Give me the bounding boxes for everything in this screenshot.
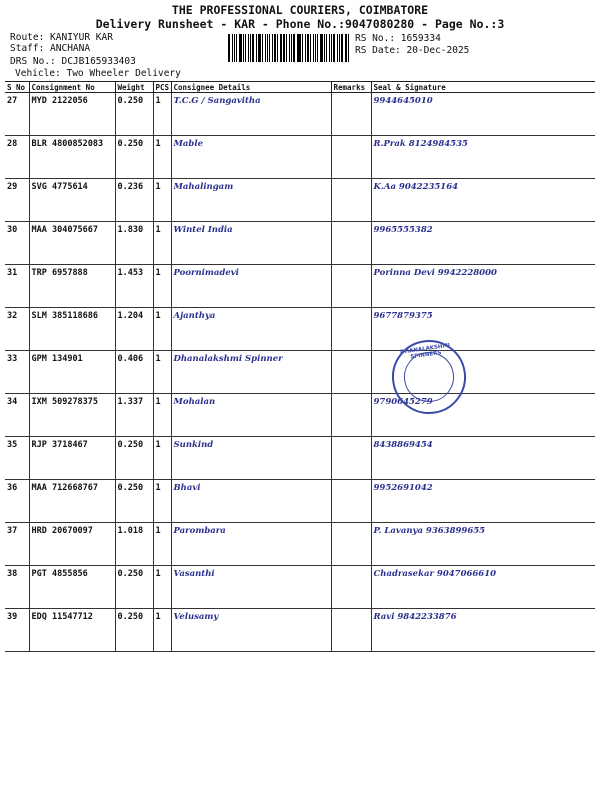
- table-row: [5, 351, 595, 394]
- row-consignment-no: PGT 4855856: [29, 566, 115, 609]
- barcode-bar: [331, 34, 332, 62]
- row-consignment-no: MAA 712668767: [29, 480, 115, 523]
- company-title: THE PROFESSIONAL COURIERS, COIMBATORE: [171, 3, 429, 17]
- row-consignee: T.C.G / Sangavitha: [171, 93, 331, 136]
- row-consignee: Poornimadevi: [171, 265, 331, 308]
- barcode-bar: [291, 34, 292, 62]
- row-remarks: [331, 265, 371, 308]
- barcode-bar: [272, 34, 273, 62]
- row-pcs: 1: [153, 308, 171, 351]
- row-remarks: [331, 308, 371, 351]
- table-header-row: [5, 82, 595, 93]
- drs-number: DRS No.: DCJB165933403: [10, 56, 136, 67]
- row-remarks: [331, 437, 371, 480]
- barcode-bar: [286, 34, 287, 62]
- row-consignment-no: GPM 134901: [29, 351, 115, 394]
- row-remarks: [331, 523, 371, 566]
- row-sno: 37: [5, 523, 29, 566]
- row-remarks: [331, 566, 371, 609]
- barcode-bar: [269, 34, 270, 62]
- barcode-bar: [228, 34, 230, 62]
- barcode-bar: [329, 34, 330, 62]
- col-remarks: Remarks: [331, 82, 371, 93]
- row-consignee: Mahalingam: [171, 179, 331, 222]
- row-pcs: 1: [153, 437, 171, 480]
- row-consignment-no: EDQ 11547712: [29, 609, 115, 652]
- row-signature: Ravi 9842233876: [371, 609, 595, 652]
- barcode-bar: [280, 34, 283, 62]
- row-consignee: Sunkind: [171, 437, 331, 480]
- row-pcs: 1: [153, 93, 171, 136]
- barcode-bar: [293, 34, 295, 62]
- barcode-bar: [243, 34, 244, 62]
- table-row: [5, 609, 595, 652]
- row-consignee: Mohalan: [171, 394, 331, 437]
- table-row: [5, 136, 595, 179]
- row-consignment-no: MAA 304075667: [29, 222, 115, 265]
- row-weight: 1.453: [115, 265, 153, 308]
- barcode-bar: [341, 34, 343, 62]
- barcode-bar: [245, 34, 246, 62]
- barcode-bar: [305, 34, 306, 62]
- row-consignee: Vasanthi: [171, 566, 331, 609]
- row-consignment-no: SVG 4775614: [29, 179, 115, 222]
- row-pcs: 1: [153, 222, 171, 265]
- row-sno: 39: [5, 609, 29, 652]
- row-weight: 1.204: [115, 308, 153, 351]
- col-pcs: PCS: [153, 82, 171, 93]
- barcode-bar: [236, 34, 238, 62]
- barcode-bar: [239, 34, 242, 62]
- row-sno: 31: [5, 265, 29, 308]
- row-weight: 0.250: [115, 93, 153, 136]
- barcode-bar: [326, 34, 328, 62]
- row-weight: 0.406: [115, 351, 153, 394]
- col-weight: Weight: [115, 82, 153, 93]
- barcode-bar: [252, 34, 254, 62]
- barcode-bar: [320, 34, 323, 62]
- barcode-bar: [232, 34, 233, 62]
- row-signature: 9965555382: [371, 222, 595, 265]
- seal-text: DHANALAKSHMI SPINNERS: [399, 342, 451, 361]
- row-signature: 9952691042: [371, 480, 595, 523]
- vehicle-label: Vehicle: Two Wheeler Delivery: [15, 68, 181, 79]
- row-pcs: 1: [153, 265, 171, 308]
- row-weight: 0.250: [115, 609, 153, 652]
- row-consignee: Velusamy: [171, 609, 331, 652]
- row-weight: 0.250: [115, 136, 153, 179]
- row-pcs: 1: [153, 566, 171, 609]
- row-consignment-no: IXM 509278375: [29, 394, 115, 437]
- row-weight: 1.830: [115, 222, 153, 265]
- barcode-bar: [310, 34, 312, 62]
- row-sno: 34: [5, 394, 29, 437]
- row-signature: Chadrasekar 9047066610: [371, 566, 595, 609]
- row-consignment-no: MYD 2122056: [29, 93, 115, 136]
- row-signature: 9790645279: [371, 394, 595, 437]
- row-remarks: [331, 351, 371, 394]
- runsheet-table: [5, 81, 595, 652]
- barcode-bar: [333, 34, 335, 62]
- row-weight: 1.337: [115, 394, 153, 437]
- rs-date: RS Date: 20-Dec-2025: [355, 45, 470, 56]
- row-consignment-no: RJP 3718467: [29, 437, 115, 480]
- row-consignee: Parombara: [171, 523, 331, 566]
- table-row: [5, 265, 595, 308]
- row-pcs: 1: [153, 351, 171, 394]
- col-consignment: Consignment No: [29, 82, 115, 93]
- barcode-bar: [289, 34, 290, 62]
- table-row: [5, 523, 595, 566]
- barcode-bar: [337, 34, 338, 62]
- row-remarks: [331, 222, 371, 265]
- barcode-bar: [297, 34, 298, 62]
- row-consignment-no: TRP 6957888: [29, 265, 115, 308]
- row-signature: K.Aa 9042235164: [371, 179, 595, 222]
- table-row: [5, 93, 595, 136]
- row-sno: 33: [5, 351, 29, 394]
- row-signature: 9677879375: [371, 308, 595, 351]
- barcode-bar: [258, 34, 261, 62]
- row-signature: P. Lavanya 9363899655: [371, 523, 595, 566]
- table-row: [5, 394, 595, 437]
- row-consignment-no: BLR 4800852083: [29, 136, 115, 179]
- barcode-bar: [345, 34, 348, 62]
- staff-label: Staff: ANCHANA: [10, 43, 91, 54]
- barcode-bar: [315, 34, 316, 62]
- barcode-bar: [267, 34, 269, 62]
- row-consignment-no: HRD 20670097: [29, 523, 115, 566]
- table-row: [5, 179, 595, 222]
- row-remarks: [331, 394, 371, 437]
- row-consignee: Ajanthya: [171, 308, 331, 351]
- row-signature: 9944645010: [371, 93, 595, 136]
- row-signature: R.Prak 8124984535: [371, 136, 595, 179]
- barcode-bar: [250, 34, 252, 62]
- row-weight: 0.250: [115, 437, 153, 480]
- row-consignee: Wintel India: [171, 222, 331, 265]
- row-consignee: Bhavi: [171, 480, 331, 523]
- row-sno: 32: [5, 308, 29, 351]
- table-row: [5, 480, 595, 523]
- row-pcs: 1: [153, 523, 171, 566]
- row-weight: 1.018: [115, 523, 153, 566]
- barcode-bar: [283, 34, 285, 62]
- row-weight: 0.250: [115, 480, 153, 523]
- row-remarks: [331, 93, 371, 136]
- table-row: [5, 222, 595, 265]
- barcode-bar: [248, 34, 249, 62]
- row-remarks: [331, 136, 371, 179]
- row-pcs: 1: [153, 136, 171, 179]
- barcode-bar: [307, 34, 309, 62]
- row-weight: 0.236: [115, 179, 153, 222]
- barcode-bar: [234, 34, 235, 62]
- row-sno: 38: [5, 566, 29, 609]
- row-sno: 35: [5, 437, 29, 480]
- row-sno: 27: [5, 93, 29, 136]
- row-pcs: 1: [153, 480, 171, 523]
- runsheet-subtitle: Delivery Runsheet - KAR - Phone No.:9047080280 - Page No.:3: [95, 17, 505, 31]
- table-row: [5, 566, 595, 609]
- row-pcs: 1: [153, 179, 171, 222]
- row-pcs: 1: [153, 394, 171, 437]
- route-label: Route: KANIYUR KAR: [10, 32, 113, 43]
- row-sno: 28: [5, 136, 29, 179]
- barcode-bar: [256, 34, 257, 62]
- barcode-bar: [302, 34, 303, 62]
- row-consignee: Dhanalakshmi Spinner: [171, 351, 331, 394]
- row-pcs: 1: [153, 609, 171, 652]
- row-consignee: Mable: [171, 136, 331, 179]
- rs-number: RS No.: 1659334: [355, 33, 441, 44]
- barcode-image: [228, 34, 350, 62]
- barcode-bar: [298, 34, 301, 62]
- col-sno: S No: [5, 82, 29, 93]
- row-remarks: [331, 480, 371, 523]
- row-remarks: [331, 179, 371, 222]
- barcode-bar: [348, 34, 349, 62]
- barcode-bar: [313, 34, 314, 62]
- barcode-bar: [317, 34, 318, 62]
- barcode-bar: [265, 34, 266, 62]
- barcode-bar: [339, 34, 340, 62]
- row-signature: Porinna Devi 9942228000: [371, 265, 595, 308]
- row-sno: 36: [5, 480, 29, 523]
- barcode-bar: [277, 34, 278, 62]
- row-signature: 8438869454: [371, 437, 595, 480]
- row-remarks: [331, 609, 371, 652]
- barcode-bar: [262, 34, 263, 62]
- barcode-bar: [324, 34, 325, 62]
- row-sno: 29: [5, 179, 29, 222]
- row-weight: 0.250: [115, 566, 153, 609]
- col-consignee: Consignee Details: [171, 82, 331, 93]
- row-consignment-no: SLM 385118686: [29, 308, 115, 351]
- barcode-bar: [274, 34, 276, 62]
- row-sno: 30: [5, 222, 29, 265]
- table-row: [5, 308, 595, 351]
- col-signature: Seal & Signature: [371, 82, 595, 93]
- table-row: [5, 437, 595, 480]
